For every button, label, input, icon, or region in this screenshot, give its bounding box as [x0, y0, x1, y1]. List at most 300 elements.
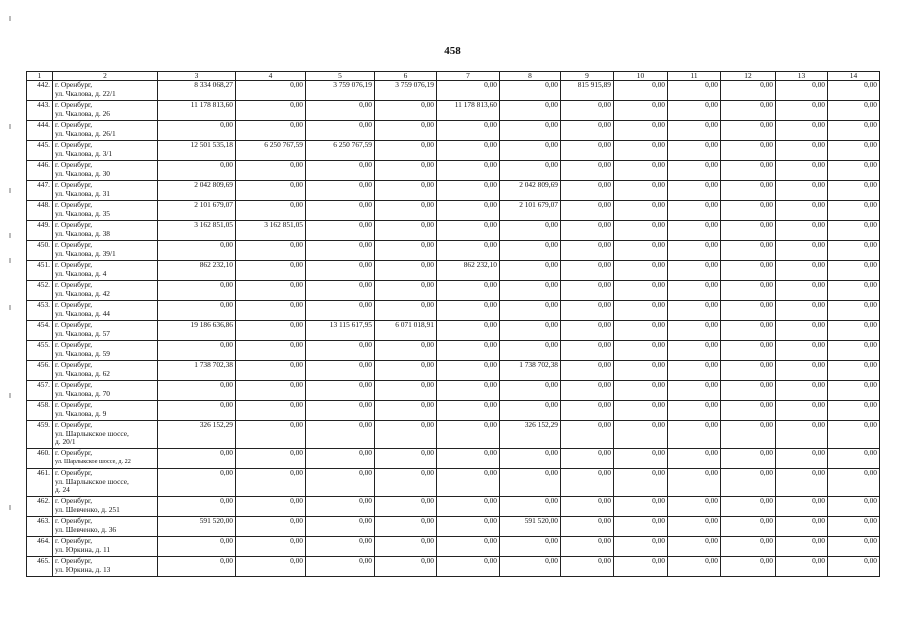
table-row — [27, 241, 880, 261]
value-cell: 0,00 — [158, 301, 236, 321]
value-cell: 19 186 636,86 — [158, 321, 236, 341]
value-cell: 0,00 — [306, 401, 375, 421]
value-cell: 0,00 — [437, 321, 500, 341]
value-cell: 0,00 — [614, 497, 668, 517]
value-cell: 0,00 — [828, 161, 880, 181]
value-cell: 0,00 — [614, 361, 668, 381]
row-number: 450. — [27, 241, 53, 261]
value-cell: 0,00 — [721, 101, 776, 121]
value-cell: 0,00 — [721, 141, 776, 161]
value-cell: 862 232,10 — [437, 261, 500, 281]
value-cell: 0,00 — [375, 261, 437, 281]
value-cell: 0,00 — [668, 421, 721, 449]
address-line: ул. Чкалова, д. 30 — [55, 168, 110, 178]
value-cell: 815 915,89 — [561, 81, 614, 101]
value-cell: 0,00 — [306, 241, 375, 261]
value-cell: 0,00 — [614, 181, 668, 201]
value-cell: 0,00 — [776, 181, 828, 201]
row-number: 460. — [27, 449, 53, 469]
scan-mark — [9, 393, 11, 398]
value-cell: 0,00 — [828, 81, 880, 101]
value-cell: 0,00 — [437, 517, 500, 537]
value-cell: 0,00 — [668, 301, 721, 321]
value-cell: 0,00 — [561, 281, 614, 301]
value-cell: 0,00 — [437, 121, 500, 141]
address-cell — [53, 81, 158, 101]
value-cell: 0,00 — [668, 361, 721, 381]
value-cell: 0,00 — [668, 341, 721, 361]
scan-mark — [9, 16, 11, 21]
scan-mark — [9, 305, 11, 310]
column-header: 11 — [668, 72, 721, 81]
value-cell: 0,00 — [721, 421, 776, 449]
address-line: г. Оренбург, — [55, 320, 93, 330]
address-line: г. Оренбург, — [55, 240, 93, 250]
value-cell: 0,00 — [561, 469, 614, 497]
address-line: ул. Чкалова, д. 39/1 — [55, 248, 116, 258]
value-cell: 0,00 — [437, 301, 500, 321]
value-cell: 0,00 — [437, 449, 500, 469]
value-cell: 0,00 — [828, 201, 880, 221]
value-cell: 0,00 — [158, 341, 236, 361]
row-number: 449. — [27, 221, 53, 241]
table-row — [27, 161, 880, 181]
value-cell: 0,00 — [614, 557, 668, 577]
value-cell: 0,00 — [668, 401, 721, 421]
value-cell: 0,00 — [375, 281, 437, 301]
value-cell: 0,00 — [828, 557, 880, 577]
value-cell: 0,00 — [668, 449, 721, 469]
value-cell: 0,00 — [306, 261, 375, 281]
value-cell: 0,00 — [668, 221, 721, 241]
value-cell: 0,00 — [236, 497, 306, 517]
value-cell: 0,00 — [375, 497, 437, 517]
value-cell: 0,00 — [776, 401, 828, 421]
value-cell: 0,00 — [306, 161, 375, 181]
address-line: ул. Чкалова, д. 26/1 — [55, 128, 116, 138]
value-cell: 0,00 — [668, 81, 721, 101]
value-cell: 2 042 809,69 — [500, 181, 561, 201]
value-cell: 0,00 — [500, 449, 561, 469]
address-cell — [53, 537, 158, 557]
row-number: 464. — [27, 537, 53, 557]
value-cell: 0,00 — [500, 221, 561, 241]
value-cell: 0,00 — [236, 341, 306, 361]
value-cell: 0,00 — [614, 381, 668, 401]
value-cell: 3 759 076,19 — [375, 81, 437, 101]
value-cell: 0,00 — [614, 121, 668, 141]
value-cell: 0,00 — [375, 449, 437, 469]
value-cell: 0,00 — [437, 281, 500, 301]
value-cell: 0,00 — [437, 469, 500, 497]
value-cell: 0,00 — [561, 201, 614, 221]
value-cell: 0,00 — [828, 517, 880, 537]
value-cell: 0,00 — [721, 557, 776, 577]
value-cell: 0,00 — [375, 517, 437, 537]
page-number: 458 — [444, 45, 461, 57]
value-cell: 0,00 — [500, 401, 561, 421]
row-number: 444. — [27, 121, 53, 141]
value-cell: 0,00 — [561, 421, 614, 449]
value-cell: 3 162 851,05 — [236, 221, 306, 241]
value-cell: 0,00 — [828, 101, 880, 121]
value-cell: 0,00 — [306, 557, 375, 577]
value-cell: 0,00 — [500, 321, 561, 341]
table-row — [27, 449, 880, 469]
value-cell: 0,00 — [500, 101, 561, 121]
value-cell: 0,00 — [614, 537, 668, 557]
value-cell: 0,00 — [306, 341, 375, 361]
value-cell: 2 042 809,69 — [158, 181, 236, 201]
value-cell: 0,00 — [306, 281, 375, 301]
value-cell: 0,00 — [828, 469, 880, 497]
address-cell — [53, 241, 158, 261]
value-cell: 0,00 — [776, 241, 828, 261]
value-cell: 0,00 — [500, 81, 561, 101]
value-cell: 0,00 — [306, 361, 375, 381]
value-cell: 0,00 — [500, 121, 561, 141]
value-cell: 0,00 — [306, 537, 375, 557]
value-cell: 0,00 — [158, 121, 236, 141]
address-line: ул. Чкалова, д. 70 — [55, 388, 110, 398]
address-line: г. Оренбург, — [55, 496, 93, 506]
address-line: ул. Шарлыкское шоссе, — [55, 476, 129, 486]
table-row — [27, 141, 880, 161]
address-line: ул. Шарлыкское шоссе, — [55, 428, 129, 438]
value-cell: 0,00 — [828, 241, 880, 261]
value-cell: 591 520,00 — [158, 517, 236, 537]
value-cell: 0,00 — [500, 241, 561, 261]
value-cell: 0,00 — [561, 261, 614, 281]
value-cell: 0,00 — [776, 141, 828, 161]
value-cell: 0,00 — [561, 321, 614, 341]
value-cell: 0,00 — [375, 401, 437, 421]
value-cell: 0,00 — [828, 261, 880, 281]
value-cell: 0,00 — [721, 281, 776, 301]
row-number: 446. — [27, 161, 53, 181]
value-cell: 0,00 — [158, 281, 236, 301]
value-cell: 0,00 — [306, 221, 375, 241]
address-cell — [53, 421, 158, 449]
value-cell: 591 520,00 — [500, 517, 561, 537]
value-cell: 0,00 — [500, 341, 561, 361]
value-cell: 0,00 — [375, 241, 437, 261]
address-cell — [53, 101, 158, 121]
value-cell: 0,00 — [500, 161, 561, 181]
value-cell: 0,00 — [306, 469, 375, 497]
address-cell — [53, 281, 158, 301]
value-cell: 0,00 — [776, 161, 828, 181]
value-cell: 0,00 — [437, 421, 500, 449]
column-header: 7 — [437, 72, 500, 81]
value-cell: 0,00 — [375, 469, 437, 497]
value-cell: 0,00 — [500, 301, 561, 321]
address-line: ул. Юркина, д. 11 — [55, 544, 111, 554]
value-cell: 0,00 — [614, 161, 668, 181]
value-cell: 0,00 — [375, 301, 437, 321]
row-number: 451. — [27, 261, 53, 281]
value-cell: 0,00 — [437, 221, 500, 241]
table-row — [27, 537, 880, 557]
value-cell: 0,00 — [614, 517, 668, 537]
value-cell: 0,00 — [236, 241, 306, 261]
value-cell: 0,00 — [721, 449, 776, 469]
address-line: г. Оренбург, — [55, 160, 93, 170]
value-cell: 0,00 — [668, 241, 721, 261]
value-cell: 0,00 — [236, 101, 306, 121]
value-cell: 0,00 — [561, 381, 614, 401]
value-cell: 0,00 — [236, 181, 306, 201]
table-body — [27, 72, 880, 577]
value-cell: 3 759 076,19 — [306, 81, 375, 101]
address-line: г. Оренбург, — [55, 556, 93, 566]
value-cell: 0,00 — [776, 469, 828, 497]
value-cell: 0,00 — [306, 517, 375, 537]
address-cell — [53, 449, 158, 469]
value-cell: 0,00 — [668, 537, 721, 557]
value-cell: 0,00 — [561, 221, 614, 241]
value-cell: 0,00 — [614, 301, 668, 321]
value-cell: 0,00 — [828, 321, 880, 341]
address-line: г. Оренбург, — [55, 300, 93, 310]
value-cell: 0,00 — [561, 401, 614, 421]
value-cell: 0,00 — [236, 261, 306, 281]
value-cell: 0,00 — [614, 101, 668, 121]
value-cell: 0,00 — [236, 121, 306, 141]
address-cell — [53, 361, 158, 381]
value-cell: 0,00 — [500, 469, 561, 497]
address-line: г. Оренбург, — [55, 120, 93, 130]
scan-mark — [9, 233, 11, 238]
address-cell — [53, 381, 158, 401]
address-line: ул. Шевченко, д. 251 — [55, 504, 120, 514]
value-cell: 0,00 — [437, 557, 500, 577]
row-number: 457. — [27, 381, 53, 401]
value-cell: 0,00 — [776, 121, 828, 141]
value-cell: 0,00 — [721, 321, 776, 341]
address-line: ул. Шевченко, д. 36 — [55, 524, 117, 534]
column-header: 12 — [721, 72, 776, 81]
value-cell: 0,00 — [614, 281, 668, 301]
table-row — [27, 261, 880, 281]
table-row — [27, 497, 880, 517]
value-cell: 0,00 — [236, 421, 306, 449]
value-cell: 0,00 — [828, 181, 880, 201]
value-cell: 8 334 068,27 — [158, 81, 236, 101]
value-cell: 0,00 — [776, 81, 828, 101]
row-number: 447. — [27, 181, 53, 201]
value-cell: 0,00 — [158, 241, 236, 261]
address-line: г. Оренбург, — [55, 200, 93, 210]
value-cell: 0,00 — [721, 241, 776, 261]
address-cell — [53, 221, 158, 241]
value-cell: 0,00 — [668, 261, 721, 281]
value-cell: 0,00 — [721, 81, 776, 101]
value-cell: 0,00 — [721, 261, 776, 281]
address-cell — [53, 141, 158, 161]
address-line: г. Оренбург, — [55, 220, 93, 230]
value-cell: 0,00 — [776, 421, 828, 449]
value-cell: 0,00 — [614, 141, 668, 161]
address-line: ул. Чкалова, д. 38 — [55, 228, 110, 238]
address-cell — [53, 469, 158, 497]
value-cell: 0,00 — [236, 361, 306, 381]
value-cell: 0,00 — [306, 181, 375, 201]
table-row — [27, 321, 880, 341]
column-header: 3 — [158, 72, 236, 81]
value-cell: 0,00 — [375, 221, 437, 241]
address-cell — [53, 261, 158, 281]
row-number: 459. — [27, 421, 53, 449]
address-line: г. Оренбург, — [55, 180, 93, 190]
value-cell: 0,00 — [561, 557, 614, 577]
row-number: 453. — [27, 301, 53, 321]
value-cell: 0,00 — [828, 537, 880, 557]
value-cell: 0,00 — [375, 421, 437, 449]
address-line: г. Оренбург, — [55, 260, 93, 270]
table-row — [27, 121, 880, 141]
value-cell: 13 115 617,95 — [306, 321, 375, 341]
value-cell: 0,00 — [437, 361, 500, 381]
value-cell: 0,00 — [721, 537, 776, 557]
value-cell: 0,00 — [561, 341, 614, 361]
value-cell: 0,00 — [437, 201, 500, 221]
scan-mark — [9, 505, 11, 510]
value-cell: 3 162 851,05 — [158, 221, 236, 241]
value-cell: 12 501 535,18 — [158, 141, 236, 161]
address-line: г. Оренбург, — [55, 400, 93, 410]
address-cell — [53, 301, 158, 321]
scan-mark — [9, 124, 11, 129]
address-line: г. Оренбург, — [55, 140, 93, 150]
value-cell: 0,00 — [236, 201, 306, 221]
value-cell: 326 152,29 — [158, 421, 236, 449]
value-cell: 0,00 — [561, 301, 614, 321]
value-cell: 0,00 — [437, 141, 500, 161]
value-cell: 0,00 — [561, 449, 614, 469]
column-header: 6 — [375, 72, 437, 81]
value-cell: 0,00 — [375, 201, 437, 221]
value-cell: 0,00 — [500, 537, 561, 557]
row-number: 456. — [27, 361, 53, 381]
value-cell: 0,00 — [828, 497, 880, 517]
value-cell: 0,00 — [561, 241, 614, 261]
value-cell: 0,00 — [500, 141, 561, 161]
address-cell — [53, 497, 158, 517]
address-line: г. Оренбург, — [55, 516, 93, 526]
address-line: ул. Чкалова, д. 59 — [55, 348, 110, 358]
address-cell — [53, 161, 158, 181]
address-line: ул. Чкалова, д. 3/1 — [55, 148, 113, 158]
value-cell: 0,00 — [158, 401, 236, 421]
address-line: ул. Чкалова, д. 57 — [55, 328, 110, 338]
value-cell: 0,00 — [158, 497, 236, 517]
value-cell: 0,00 — [437, 401, 500, 421]
column-header: 9 — [561, 72, 614, 81]
value-cell: 0,00 — [721, 221, 776, 241]
register-table — [26, 71, 880, 577]
value-cell: 0,00 — [668, 381, 721, 401]
address-line: ул. Чкалова, д. 42 — [55, 288, 110, 298]
column-header: 8 — [500, 72, 561, 81]
value-cell: 0,00 — [306, 381, 375, 401]
value-cell: 0,00 — [158, 469, 236, 497]
address-cell — [53, 181, 158, 201]
value-cell: 0,00 — [437, 161, 500, 181]
row-number: 443. — [27, 101, 53, 121]
value-cell: 0,00 — [721, 517, 776, 537]
value-cell: 0,00 — [721, 381, 776, 401]
value-cell: 0,00 — [614, 81, 668, 101]
row-number: 455. — [27, 341, 53, 361]
value-cell: 0,00 — [776, 101, 828, 121]
value-cell: 0,00 — [721, 401, 776, 421]
address-cell — [53, 121, 158, 141]
table-row — [27, 469, 880, 497]
scan-mark — [9, 258, 11, 263]
value-cell: 0,00 — [776, 341, 828, 361]
value-cell: 0,00 — [306, 121, 375, 141]
column-header: 2 — [53, 72, 158, 81]
value-cell: 0,00 — [721, 121, 776, 141]
value-cell: 0,00 — [721, 497, 776, 517]
table-row — [27, 281, 880, 301]
value-cell: 0,00 — [236, 517, 306, 537]
value-cell: 0,00 — [828, 449, 880, 469]
address-line: ул. Юркина, д. 13 — [55, 564, 111, 574]
row-number: 442. — [27, 81, 53, 101]
value-cell: 0,00 — [306, 421, 375, 449]
value-cell: 0,00 — [561, 161, 614, 181]
address-line: г. Оренбург, — [55, 420, 93, 430]
column-header: 1 — [27, 72, 53, 81]
value-cell: 0,00 — [668, 469, 721, 497]
value-cell: 0,00 — [828, 421, 880, 449]
address-line: ул. Чкалова, д. 4 — [55, 268, 107, 278]
table-row — [27, 557, 880, 577]
value-cell: 0,00 — [437, 381, 500, 401]
row-number: 445. — [27, 141, 53, 161]
value-cell: 0,00 — [236, 381, 306, 401]
table-row — [27, 181, 880, 201]
value-cell: 0,00 — [437, 497, 500, 517]
value-cell: 0,00 — [776, 281, 828, 301]
value-cell: 0,00 — [776, 201, 828, 221]
column-header: 5 — [306, 72, 375, 81]
table-row — [27, 341, 880, 361]
value-cell: 0,00 — [668, 121, 721, 141]
value-cell: 0,00 — [375, 141, 437, 161]
address-line: г. Оренбург, — [55, 280, 93, 290]
value-cell: 0,00 — [561, 121, 614, 141]
table-row — [27, 381, 880, 401]
value-cell: 0,00 — [776, 557, 828, 577]
value-cell: 0,00 — [776, 261, 828, 281]
value-cell: 0,00 — [614, 341, 668, 361]
value-cell: 0,00 — [614, 401, 668, 421]
value-cell: 0,00 — [828, 121, 880, 141]
value-cell: 0,00 — [561, 181, 614, 201]
address-line: ул. Чкалова, д. 22/1 — [55, 88, 116, 98]
value-cell: 0,00 — [236, 469, 306, 497]
value-cell: 0,00 — [614, 241, 668, 261]
value-cell: 0,00 — [668, 281, 721, 301]
row-number: 463. — [27, 517, 53, 537]
value-cell: 0,00 — [668, 141, 721, 161]
value-cell: 0,00 — [776, 537, 828, 557]
value-cell: 0,00 — [614, 469, 668, 497]
value-cell: 0,00 — [306, 497, 375, 517]
